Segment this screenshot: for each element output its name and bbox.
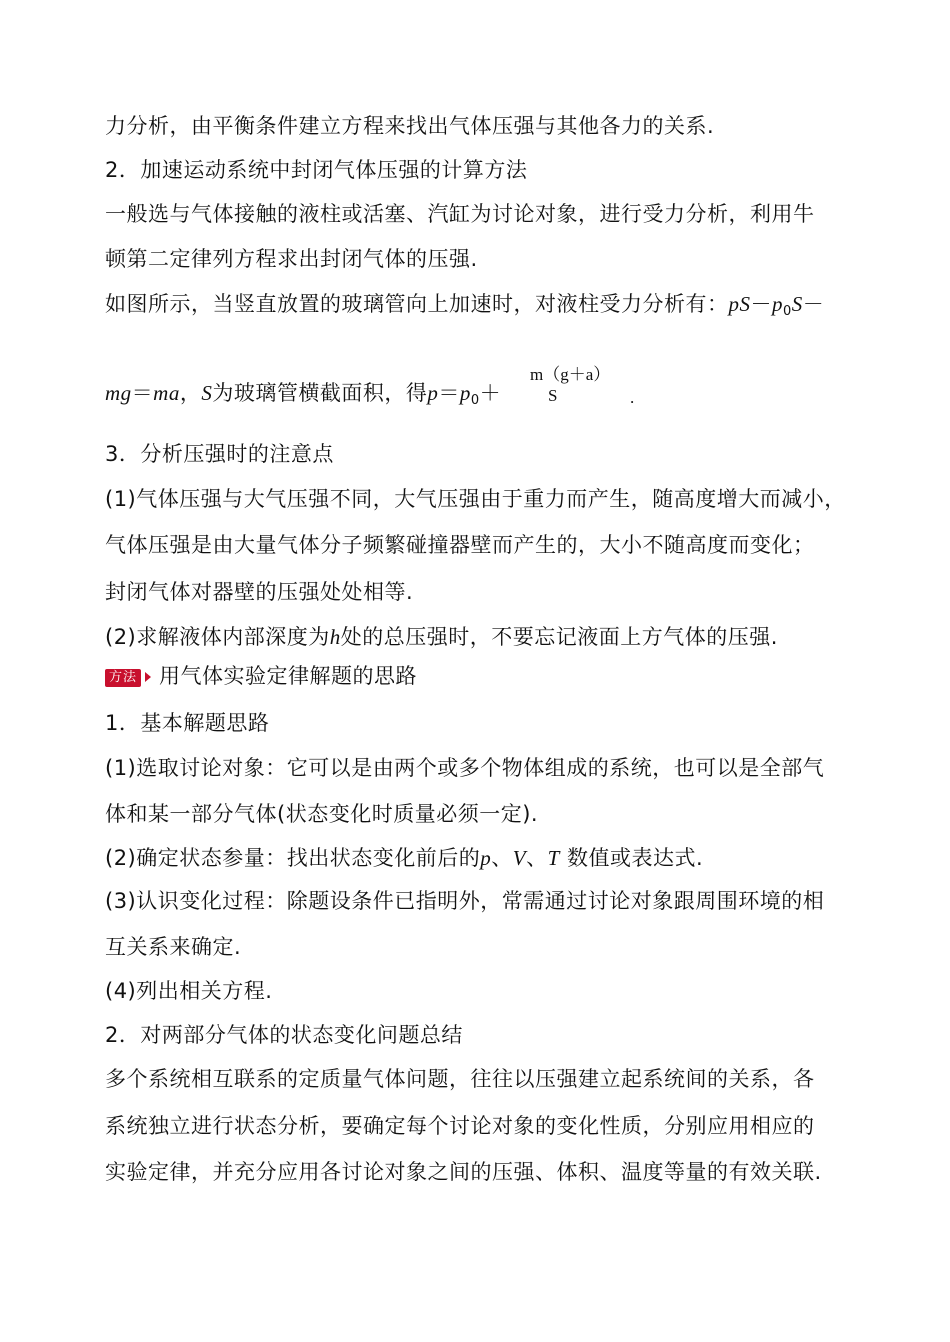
text-run: 如图所示，当竖直放置的玻璃管向上加速时，对液柱受力分析有： <box>105 292 729 316</box>
formula-term: p <box>772 292 783 316</box>
formula-term: pS <box>728 292 751 316</box>
paragraph-line: 互关系来确定. <box>105 935 242 959</box>
section-heading: 2．加速运动系统中封闭气体压强的计算方法 <box>105 158 528 182</box>
formula-term: S <box>791 292 803 316</box>
formula-term: T <box>547 846 560 870</box>
formula-operator: ＝ <box>131 381 154 405</box>
formula-term: ma <box>153 381 180 405</box>
paragraph-line: (4)列出相关方程. <box>105 979 273 1003</box>
text-run: 数值或表达式. <box>559 846 704 870</box>
method-title: 用气体实验定律解题的思路 <box>159 664 418 688</box>
formula-term: p <box>480 846 492 870</box>
paragraph-line: 体和某一部分气体(状态变化时质量必须一定). <box>105 802 539 826</box>
paragraph-line: 气体压强是由大量气体分子频繁碰撞器壁而产生的，大小不随高度而变化； <box>105 533 815 557</box>
section-heading: 2．对两部分气体的状态变化问题总结 <box>105 1023 463 1047</box>
subscript: 0 <box>470 393 480 408</box>
badge-arrow-icon <box>145 672 151 682</box>
paragraph-line <box>105 622 778 652</box>
section-heading: 3．分析压强时的注意点 <box>105 442 334 466</box>
punctuation: ， <box>179 381 202 405</box>
paragraph-line: 顿第二定律列方程求出封闭气体的压强. <box>105 247 478 271</box>
paragraph-line: 多个系统相互联系的定质量气体问题，往往以压强建立起系统间的关系，各 <box>105 1067 815 1091</box>
formula-operator: － <box>802 292 825 316</box>
text-run: (2)求解液体内部深度为 <box>105 625 330 649</box>
text-run: 为玻璃管横截面积，得 <box>212 381 428 405</box>
paragraph-line <box>105 843 703 873</box>
formula-term: p <box>459 381 471 405</box>
formula-operator: － <box>750 292 772 316</box>
text-run: 处的总压强时，不要忘记液面上方气体的压强. <box>340 625 778 649</box>
text-run: (2)确定状态参量：找出状态变化前后的 <box>105 846 481 870</box>
formula-operator: ＝ <box>438 381 460 405</box>
fraction-numerator: m（g＋a） <box>530 365 611 384</box>
subscript: 0 <box>783 304 792 319</box>
formula-line <box>105 378 501 416</box>
formula-term: h <box>329 625 341 649</box>
fraction-denominator: S <box>548 386 558 405</box>
formula-term: V <box>512 846 527 870</box>
section-heading: 1．基本解题思路 <box>105 711 270 735</box>
formula-term: mg <box>105 381 132 405</box>
formula-line <box>105 289 824 327</box>
formula-term: p <box>427 381 439 405</box>
method-badge: 方法 <box>105 669 141 687</box>
paragraph-line: 力分析，由平衡条件建立方程来找出气体压强与其他各力的关系. <box>105 114 715 138</box>
paragraph-line: (1)选取讨论对象：它可以是由两个或多个物体组成的系统，也可以是全部气 <box>105 756 825 780</box>
formula-operator: ＋ <box>479 381 502 405</box>
formula-term: S <box>201 381 213 405</box>
paragraph-line: (1)气体压强与大气压强不同，大气压强由于重力而产生，随高度增大而减小， <box>105 487 846 511</box>
formula-end-period: . <box>630 388 635 407</box>
paragraph-line: 系统独立进行状态分析，要确定每个讨论对象的变化性质，分别应用相应的 <box>105 1114 815 1138</box>
paragraph-line: (3)认识变化过程：除题设条件已指明外，常需通过讨论对象跟周围环境的相 <box>105 889 825 913</box>
punctuation: 、 <box>491 846 513 870</box>
paragraph-line: 封闭气体对器壁的压强处处相等. <box>105 580 414 604</box>
paragraph-line: 一般选与气体接触的液柱或活塞、汽缸为讨论对象，进行受力分析，利用牛 <box>105 202 815 226</box>
punctuation: 、 <box>526 846 548 870</box>
method-heading <box>105 661 417 691</box>
paragraph-line: 实验定律，并充分应用各讨论对象之间的压强、体积、温度等量的有效关联. <box>105 1160 822 1184</box>
